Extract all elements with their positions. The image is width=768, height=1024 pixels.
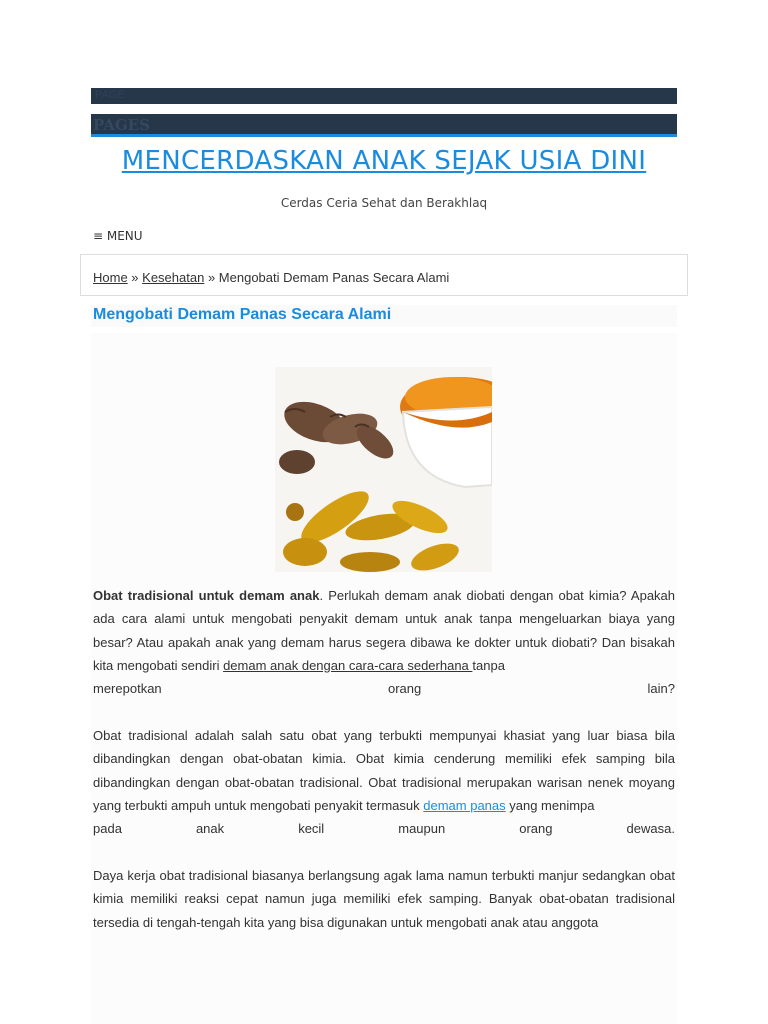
pages-nav-bar[interactable] bbox=[91, 114, 677, 137]
paragraph-2-last-line bbox=[93, 817, 675, 840]
word: pada bbox=[93, 821, 122, 837]
underlined-phrase: demam anak dengan cara-cara sederhana bbox=[223, 657, 473, 673]
paragraph-1-last-line bbox=[93, 677, 675, 700]
breadcrumb-current: Mengobati Demam Panas Secara Alami bbox=[218, 270, 450, 285]
pages-nav-label[interactable]: PAGES bbox=[93, 116, 150, 134]
post-title[interactable]: Mengobati Demam Panas Secara Alami bbox=[93, 306, 392, 323]
breadcrumb-separator: » bbox=[127, 270, 143, 285]
word: merepotkan bbox=[93, 681, 162, 697]
paragraph-2-text: Obat tradisional adalah salah satu obat yang terbukti mempunyai khasiat yang luar biasa bila dibandingkan dengan obat-obatan kimia. Obat kimia cenderung memiliki efek samping bila dibandingkan dengan obat-obatan tradisional. Obat tradisional merupakan warisan nenek moyang yang terbukti ampuh untuk mengobati penyakit termasuk bbox=[93, 728, 675, 813]
paragraph-2 bbox=[93, 724, 675, 840]
site-title[interactable]: MENCERDASKAN ANAK SEJAK USIA DINI bbox=[121, 146, 647, 176]
breadcrumb-separator: » bbox=[204, 270, 219, 285]
post-title-bar bbox=[91, 305, 677, 327]
word: orang bbox=[519, 821, 553, 837]
word: maupun bbox=[398, 821, 446, 837]
paragraph-1-text: . Perlukah demam anak diobati dengan obat kimia? Apakah ada cara alami untuk mengobati penyakit demam untuk anak tanpa mengeluarkan biaya yang besar? Atau apakah anak yang demam harus segera dibawa ke dokter untuk diobati? Dan bisakah kita mengobati sendiri bbox=[93, 588, 676, 673]
demam-panas-link[interactable]: demam panas bbox=[423, 797, 506, 813]
breadcrumb-home-link[interactable]: Home bbox=[93, 270, 128, 285]
turmeric-image bbox=[275, 367, 492, 572]
breadcrumb-category-link[interactable]: Kesehatan bbox=[142, 270, 205, 285]
word: orang bbox=[387, 681, 422, 697]
paragraph-1-text-2: tanpa bbox=[472, 657, 505, 673]
breadcrumb bbox=[93, 270, 449, 285]
menu-button[interactable]: ≡ MENU bbox=[93, 229, 143, 243]
word: lain? bbox=[647, 681, 675, 697]
site-tagline: Cerdas Ceria Sehat dan Berakhlaq bbox=[280, 196, 488, 210]
top-page-bar bbox=[91, 88, 677, 104]
paragraph-3: Daya kerja obat tradisional biasanya berlangsung agak lama namun terbukti manjur sedangkan obat kimia memiliki reaksi cepat namun juga memiliki efek samping. Banyak obat-obatan tradisional tersedia di tengah-tengah kita yang bisa digunakan untuk mengobati anak atau anggota bbox=[93, 868, 675, 930]
word: anak bbox=[195, 821, 225, 837]
word: kecil bbox=[298, 821, 325, 837]
post-content bbox=[91, 333, 677, 1024]
turmeric-illustration bbox=[275, 367, 492, 572]
breadcrumb-box bbox=[80, 254, 688, 296]
paragraph-1-bold: Obat tradisional untuk demam anak bbox=[93, 588, 320, 603]
top-page-bar-label: PAGE bbox=[95, 89, 125, 101]
paragraph-2-text-2: yang menimpa bbox=[505, 797, 595, 813]
paragraph-1 bbox=[93, 584, 675, 700]
word: dewasa. bbox=[626, 821, 675, 837]
